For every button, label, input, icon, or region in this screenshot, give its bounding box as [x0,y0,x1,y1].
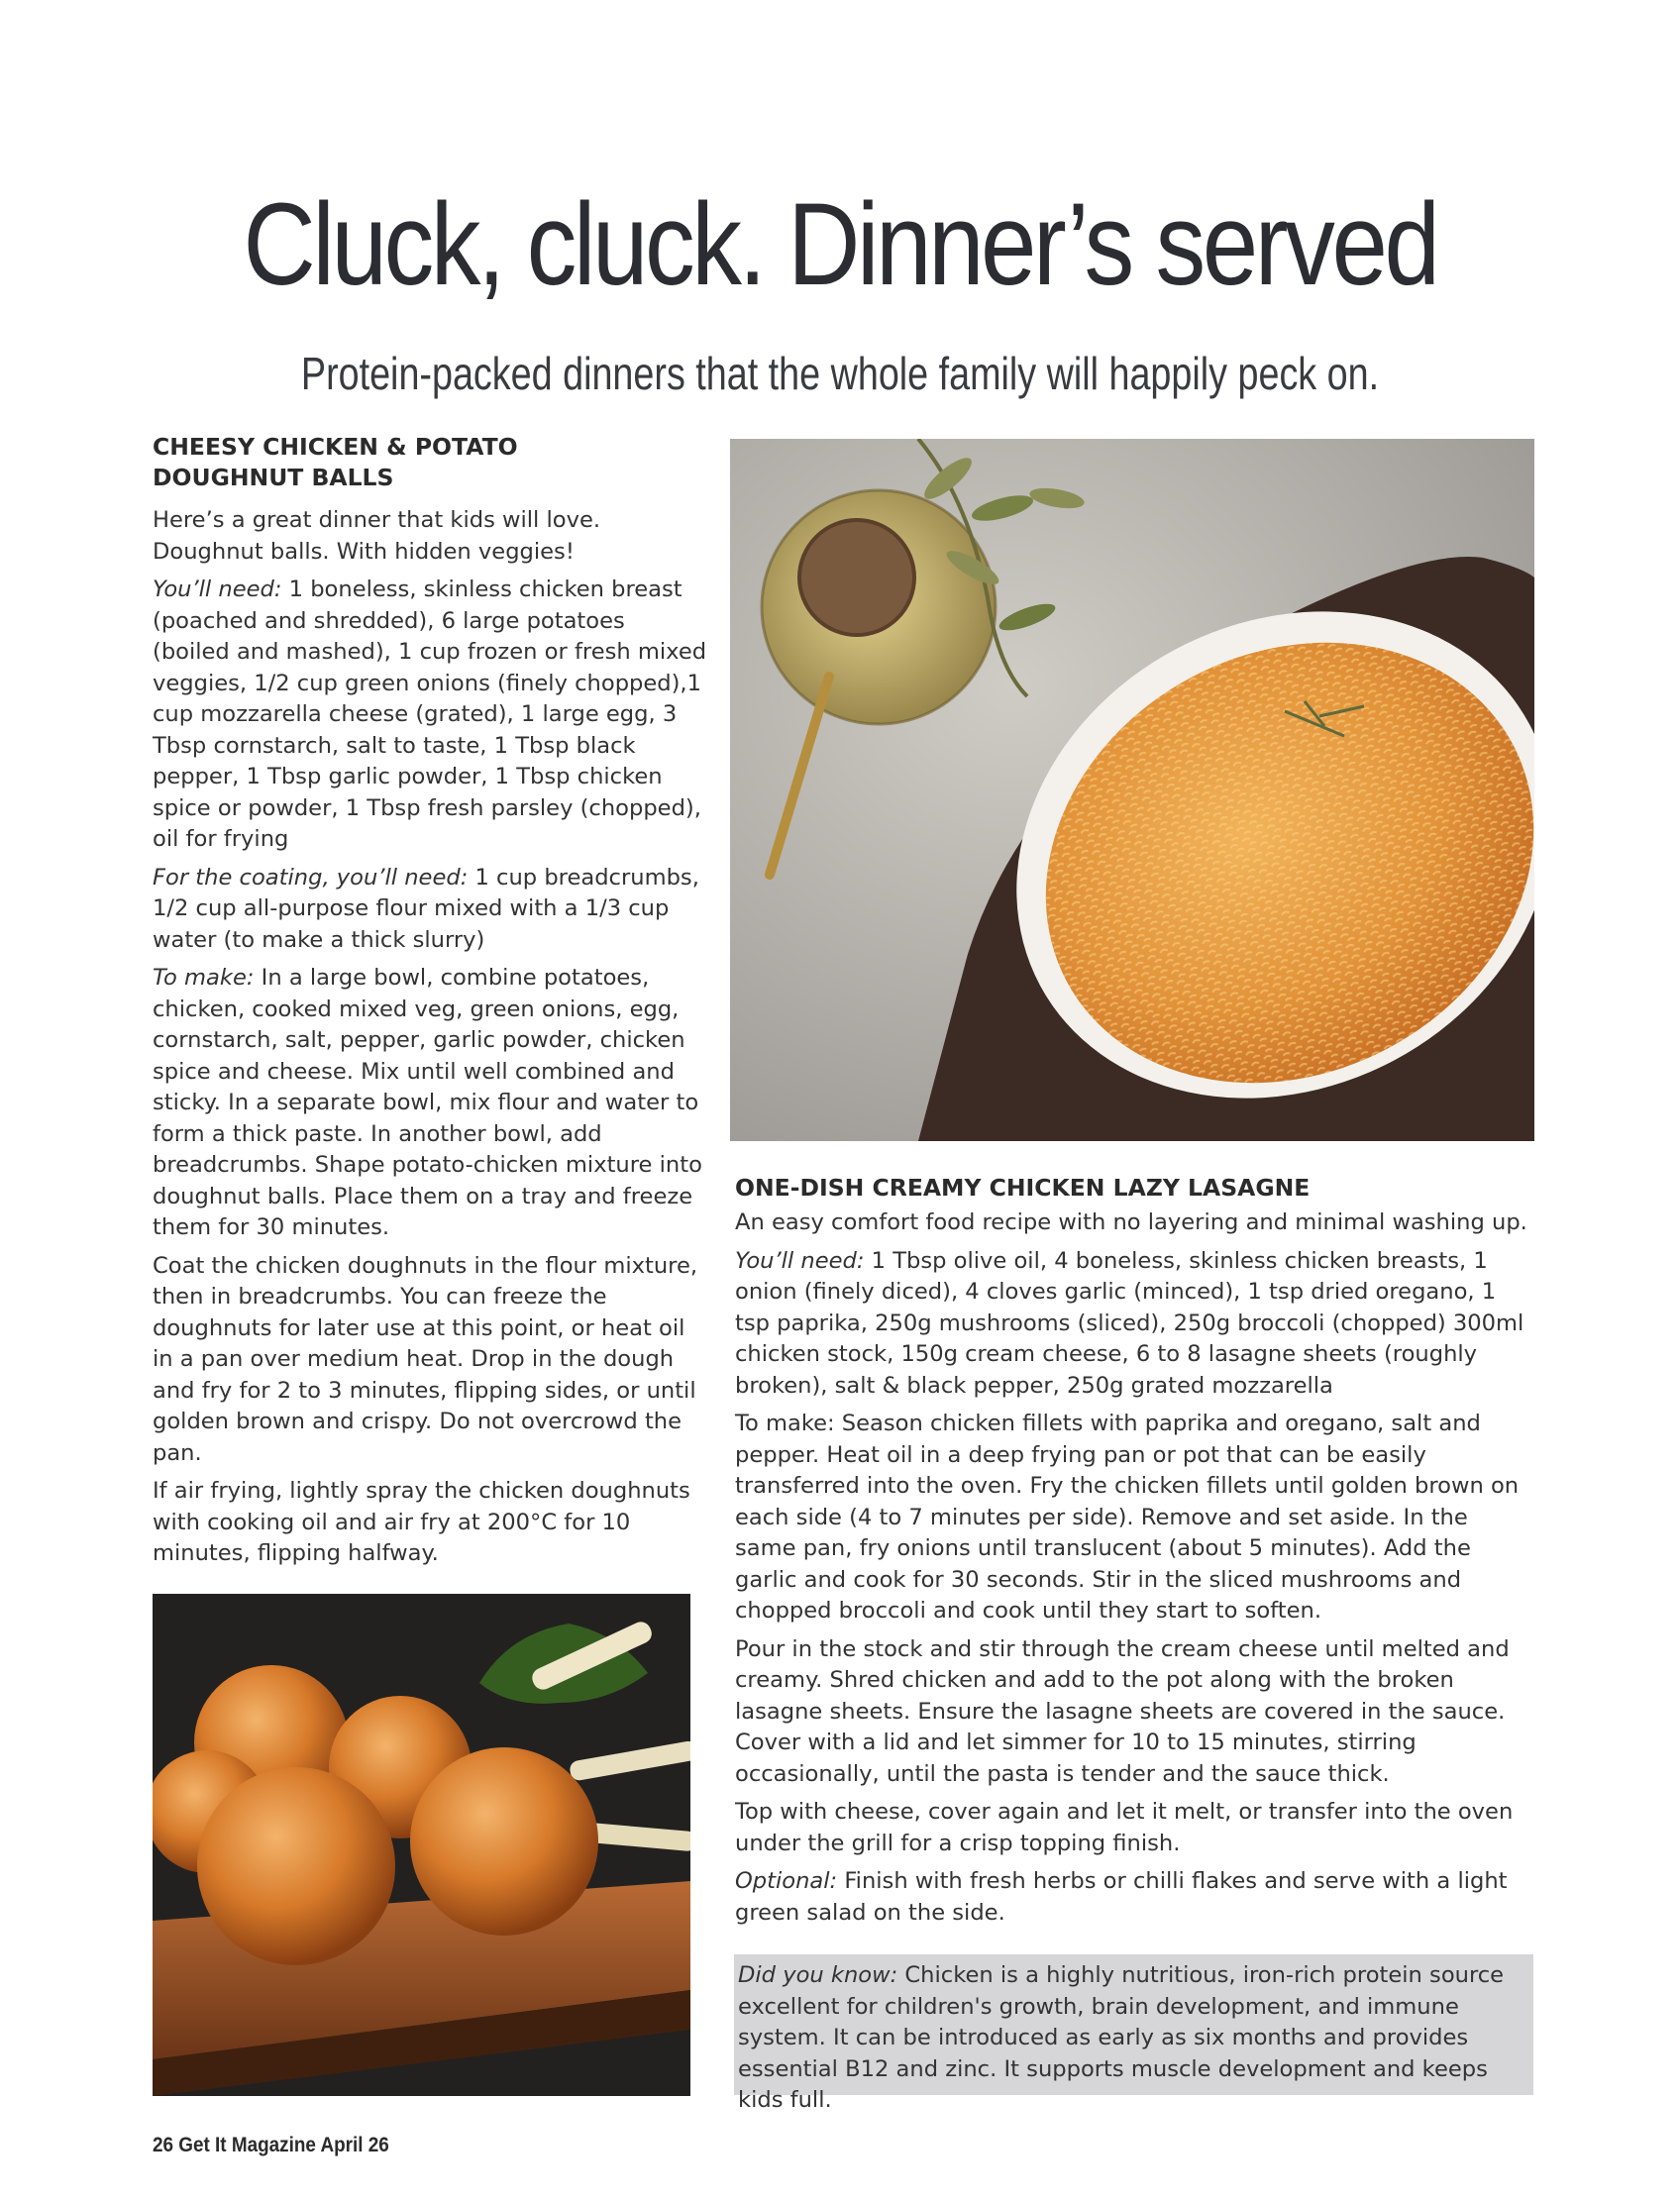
recipe2-method: To make: Season chicken fillets with paprika and oregano, salt and pepper. Heat oil in a deep frying pan or pot that can be easily transferred into the oven. Fry the chicken fillets until golden brown on each side (4 to 7 minutes per side). Remove and set aside. In the same pan, fry onions until translucent (about 5 minutes). Add the garlic and cook for 30 seconds. Stir in the sliced mushrooms and chopped broccoli and cook until they start to soften. [735,1411,1520,1624]
recipe1-coat-step: Coat the chicken doughnuts in the flour mixture, then in breadcrumbs. You can freeze the doughnuts for later use at this point, or heat oil in a pan over medium heat. Drop in the dough and fry for 2 to 3 minutes, flipping sides, or until golden brown and crispy. Do not overcrowd the pan. [153,1252,698,1466]
tip-text: Chicken is a highly nutritious, iron-rich protein source excellent for children's growth, brain development, and immune system. It can be introduced as early as six months and provides essential B12 and zinc. It supports muscle development and keeps kids full. [738,1962,1505,2113]
lasagne-illustration [730,439,1534,1141]
recipe1-coating-label: For the coating, you’ll need: [153,864,469,891]
recipe2-needs-label: You’ll need: [735,1247,865,1274]
recipe1-coating-text: 1 cup breadcrumbs, 1/2 cup all-purpose flour mixed with a 1/3 cup water (to make a thick slurry) [153,864,699,953]
recipe1-heading [153,432,707,493]
recipe2-stock-step: Pour in the stock and stir through the cream cheese until melted and creamy. Shred chicken and add to the pot along with the broken lasagne sheets. Ensure the lasagne sheets are covered in the sauce. Cover with a lid and let simmer for 10 to 15 minutes, stirring occasionally, until the pasta is tender and the sauce thick. [735,1635,1510,1787]
recipe-lazy-lasagne [735,1173,1535,1936]
recipe2-optional-label: Optional: [735,1868,838,1894]
recipe2-optional-text: Finish with fresh herbs or chilli flakes and serve with a light green salad on the side. [735,1868,1508,1926]
recipe2-needs-text: 1 Tbsp olive oil, 4 boneless, skinless chicken breasts, 1 onion (finely diced), 4 cloves garlic (minced), 1 tsp dried oregano, 1 tsp paprika, 250g mushrooms (sliced), 250g broccoli (chopped) 300ml chicken stock, 150g cream cheese, 6 to 8 lasagne sheets (roughly broken), salt & black pepper, 250g grated mozzarella [735,1247,1524,1399]
recipe2-ingredients [735,1246,1535,1403]
tip-label: Did you know: [738,1962,898,1988]
recipe1-ingredients [153,575,707,856]
recipe2-top-step: Top with cheese, cover again and let it melt, or transfer into the oven under the grill for a crisp topping finish. [735,1799,1514,1856]
page-title: Cluck, cluck. Dinner’s served [243,179,1437,310]
recipe1-needs-text: 1 boneless, skinless chicken breast (poached and shredded), 6 large potatoes (boiled and mashed), 1 cup frozen or fresh mixed veggies, 1/2 cup green onions (finely chopped),1 cup mozzarella cheese (grated), 1 large egg, 3 Tbsp cornstarch, salt to taste, 1 Tbsp black pepper, 1 Tbsp garlic powder, 1 Tbsp chicken spice or powder, 1 Tbsp fresh parsley (chopped), oil for frying [153,577,707,852]
recipe2-intro: An easy comfort food recipe with no layering and minimal washing up. [735,1209,1527,1235]
recipe1-heading-line2: DOUGHNUT BALLS [153,464,394,491]
recipe2-optional [735,1866,1535,1929]
recipe1-coating [153,863,707,957]
recipe2-heading: ONE-DISH CREAMY CHICKEN LAZY LASAGNE [735,1174,1311,1202]
recipe1-needs-label: You’ll need: [153,577,282,602]
lasagne-photo [730,439,1534,1141]
page-folio: 26 Get It Magazine April 26 [153,2134,389,2156]
recipe1-intro: Here’s a great dinner that kids will love. Doughnut balls. With hidden veggies! [153,507,601,565]
page-subtitle: Protein-packed dinners that the whole family will happily peck on. [300,348,1380,399]
recipe1-make-label: To make: [153,965,255,991]
recipe1-heading-line1: CHEESY CHICKEN & POTATO [153,433,518,461]
recipe-doughnut-balls [153,432,707,1577]
doughnut-balls-photo [153,1594,690,2096]
recipe1-airfry-step: If air frying, lightly spray the chicken doughnuts with cooking oil and air fry at 200°C for 10 minutes, flipping halfway. [153,1478,690,1566]
doughnut-balls-illustration [153,1594,690,2096]
recipe1-make-text: In a large bowl, combine potatoes, chicken, cooked mixed veg, green onions, egg, cornstarch, salt, pepper, garlic powder, chicken spice and cheese. Mix until well combined and sticky. In a separate bowl, mix flour and water to form a thick paste. In another bowl, add breadcrumbs. Shape potato-chicken mixture into doughnut balls. Place them on a tray and freeze them for 30 minutes. [153,965,702,1240]
did-you-know-box [734,1954,1533,2113]
recipe1-method [153,963,707,1244]
